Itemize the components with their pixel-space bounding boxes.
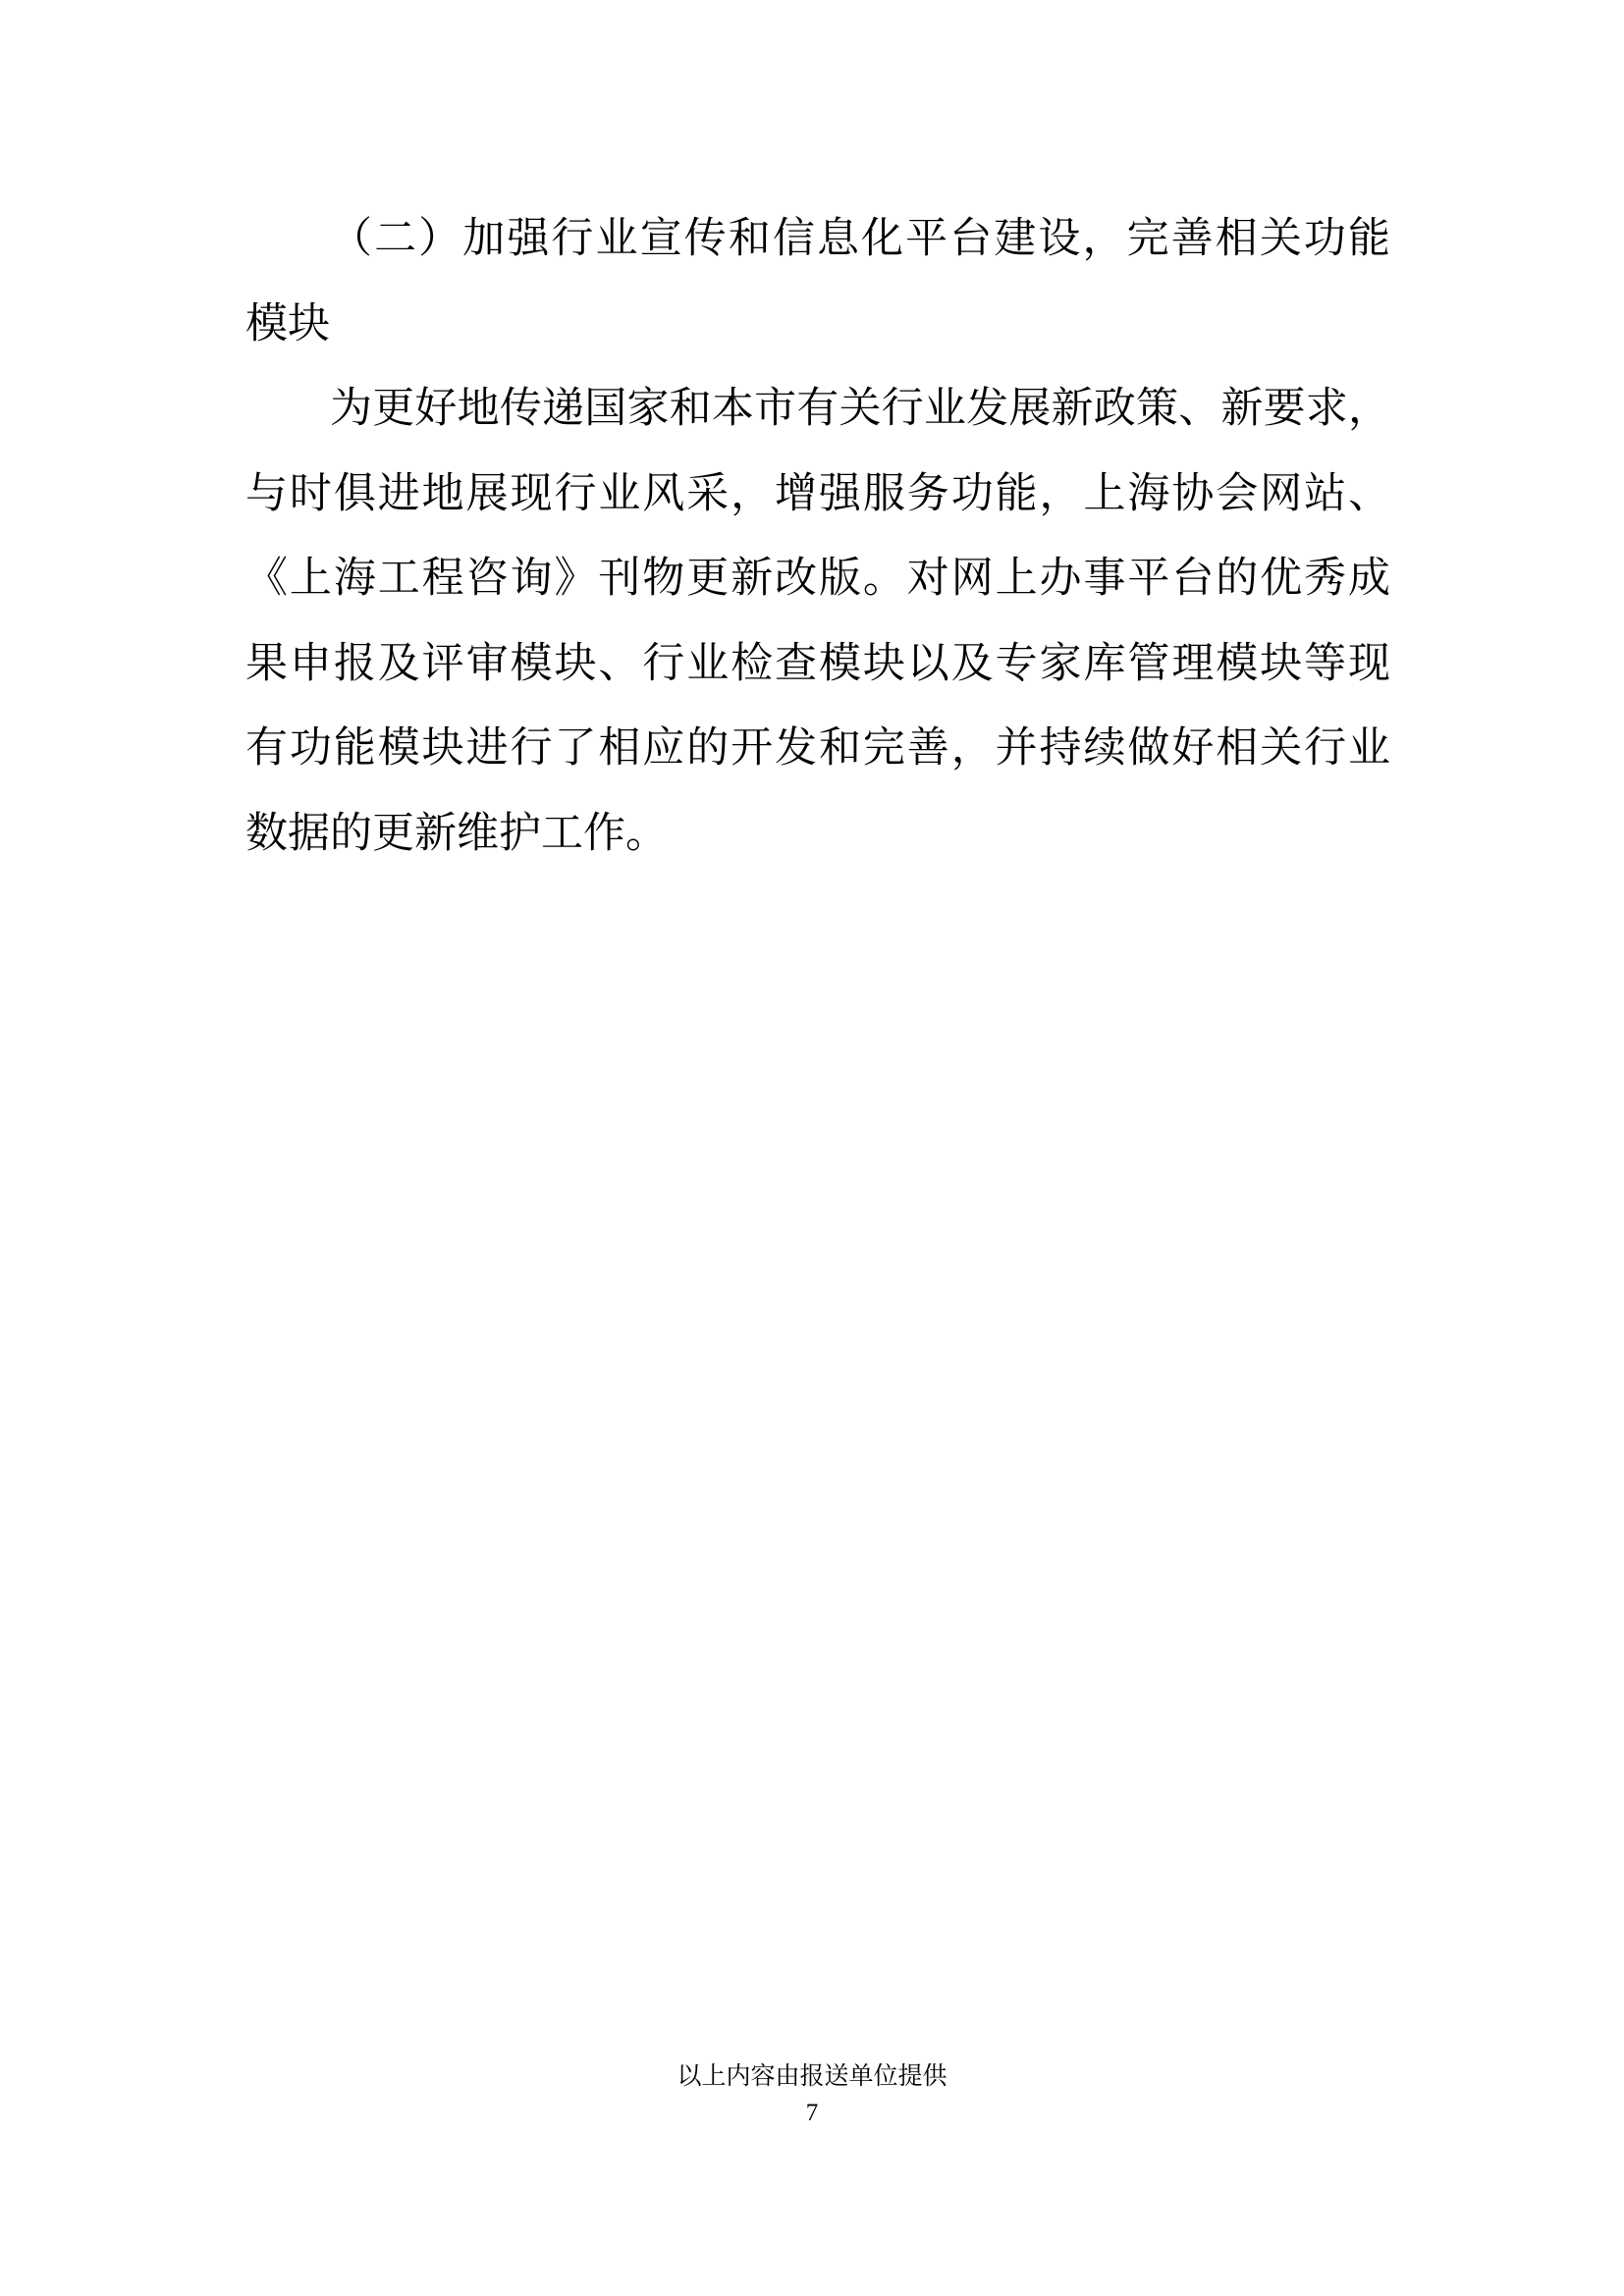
paragraph-line: 有功能模块进行了相应的开发和完善，并持续做好相关行业 bbox=[245, 725, 1390, 772]
paragraph-line: 与时俱进地展现行业风采，增强服务功能，上海协会网站、 bbox=[245, 470, 1390, 517]
section-heading-line-1: （二）加强行业宣传和信息化平台建设，完善相关功能 bbox=[330, 216, 1390, 262]
paragraph-line: 数据的更新维护工作。 bbox=[245, 810, 668, 857]
page-number: 7 bbox=[805, 2100, 819, 2126]
paragraph-line: 《上海工程咨询》刊物更新改版。对网上办事平台的优秀成 bbox=[245, 556, 1390, 602]
page-footer bbox=[0, 2058, 1624, 2131]
paragraph-line: 果申报及评审模块、行业检查模块以及专家库管理模块等现 bbox=[245, 640, 1390, 687]
document-body bbox=[245, 197, 1390, 877]
footer-note: 以上内容由报送单位提供 bbox=[677, 2063, 947, 2090]
paragraph-line: 为更好地传递国家和本市有关行业发展新政策、新要求， bbox=[330, 386, 1390, 432]
section-heading-line-2: 模块 bbox=[245, 300, 330, 347]
